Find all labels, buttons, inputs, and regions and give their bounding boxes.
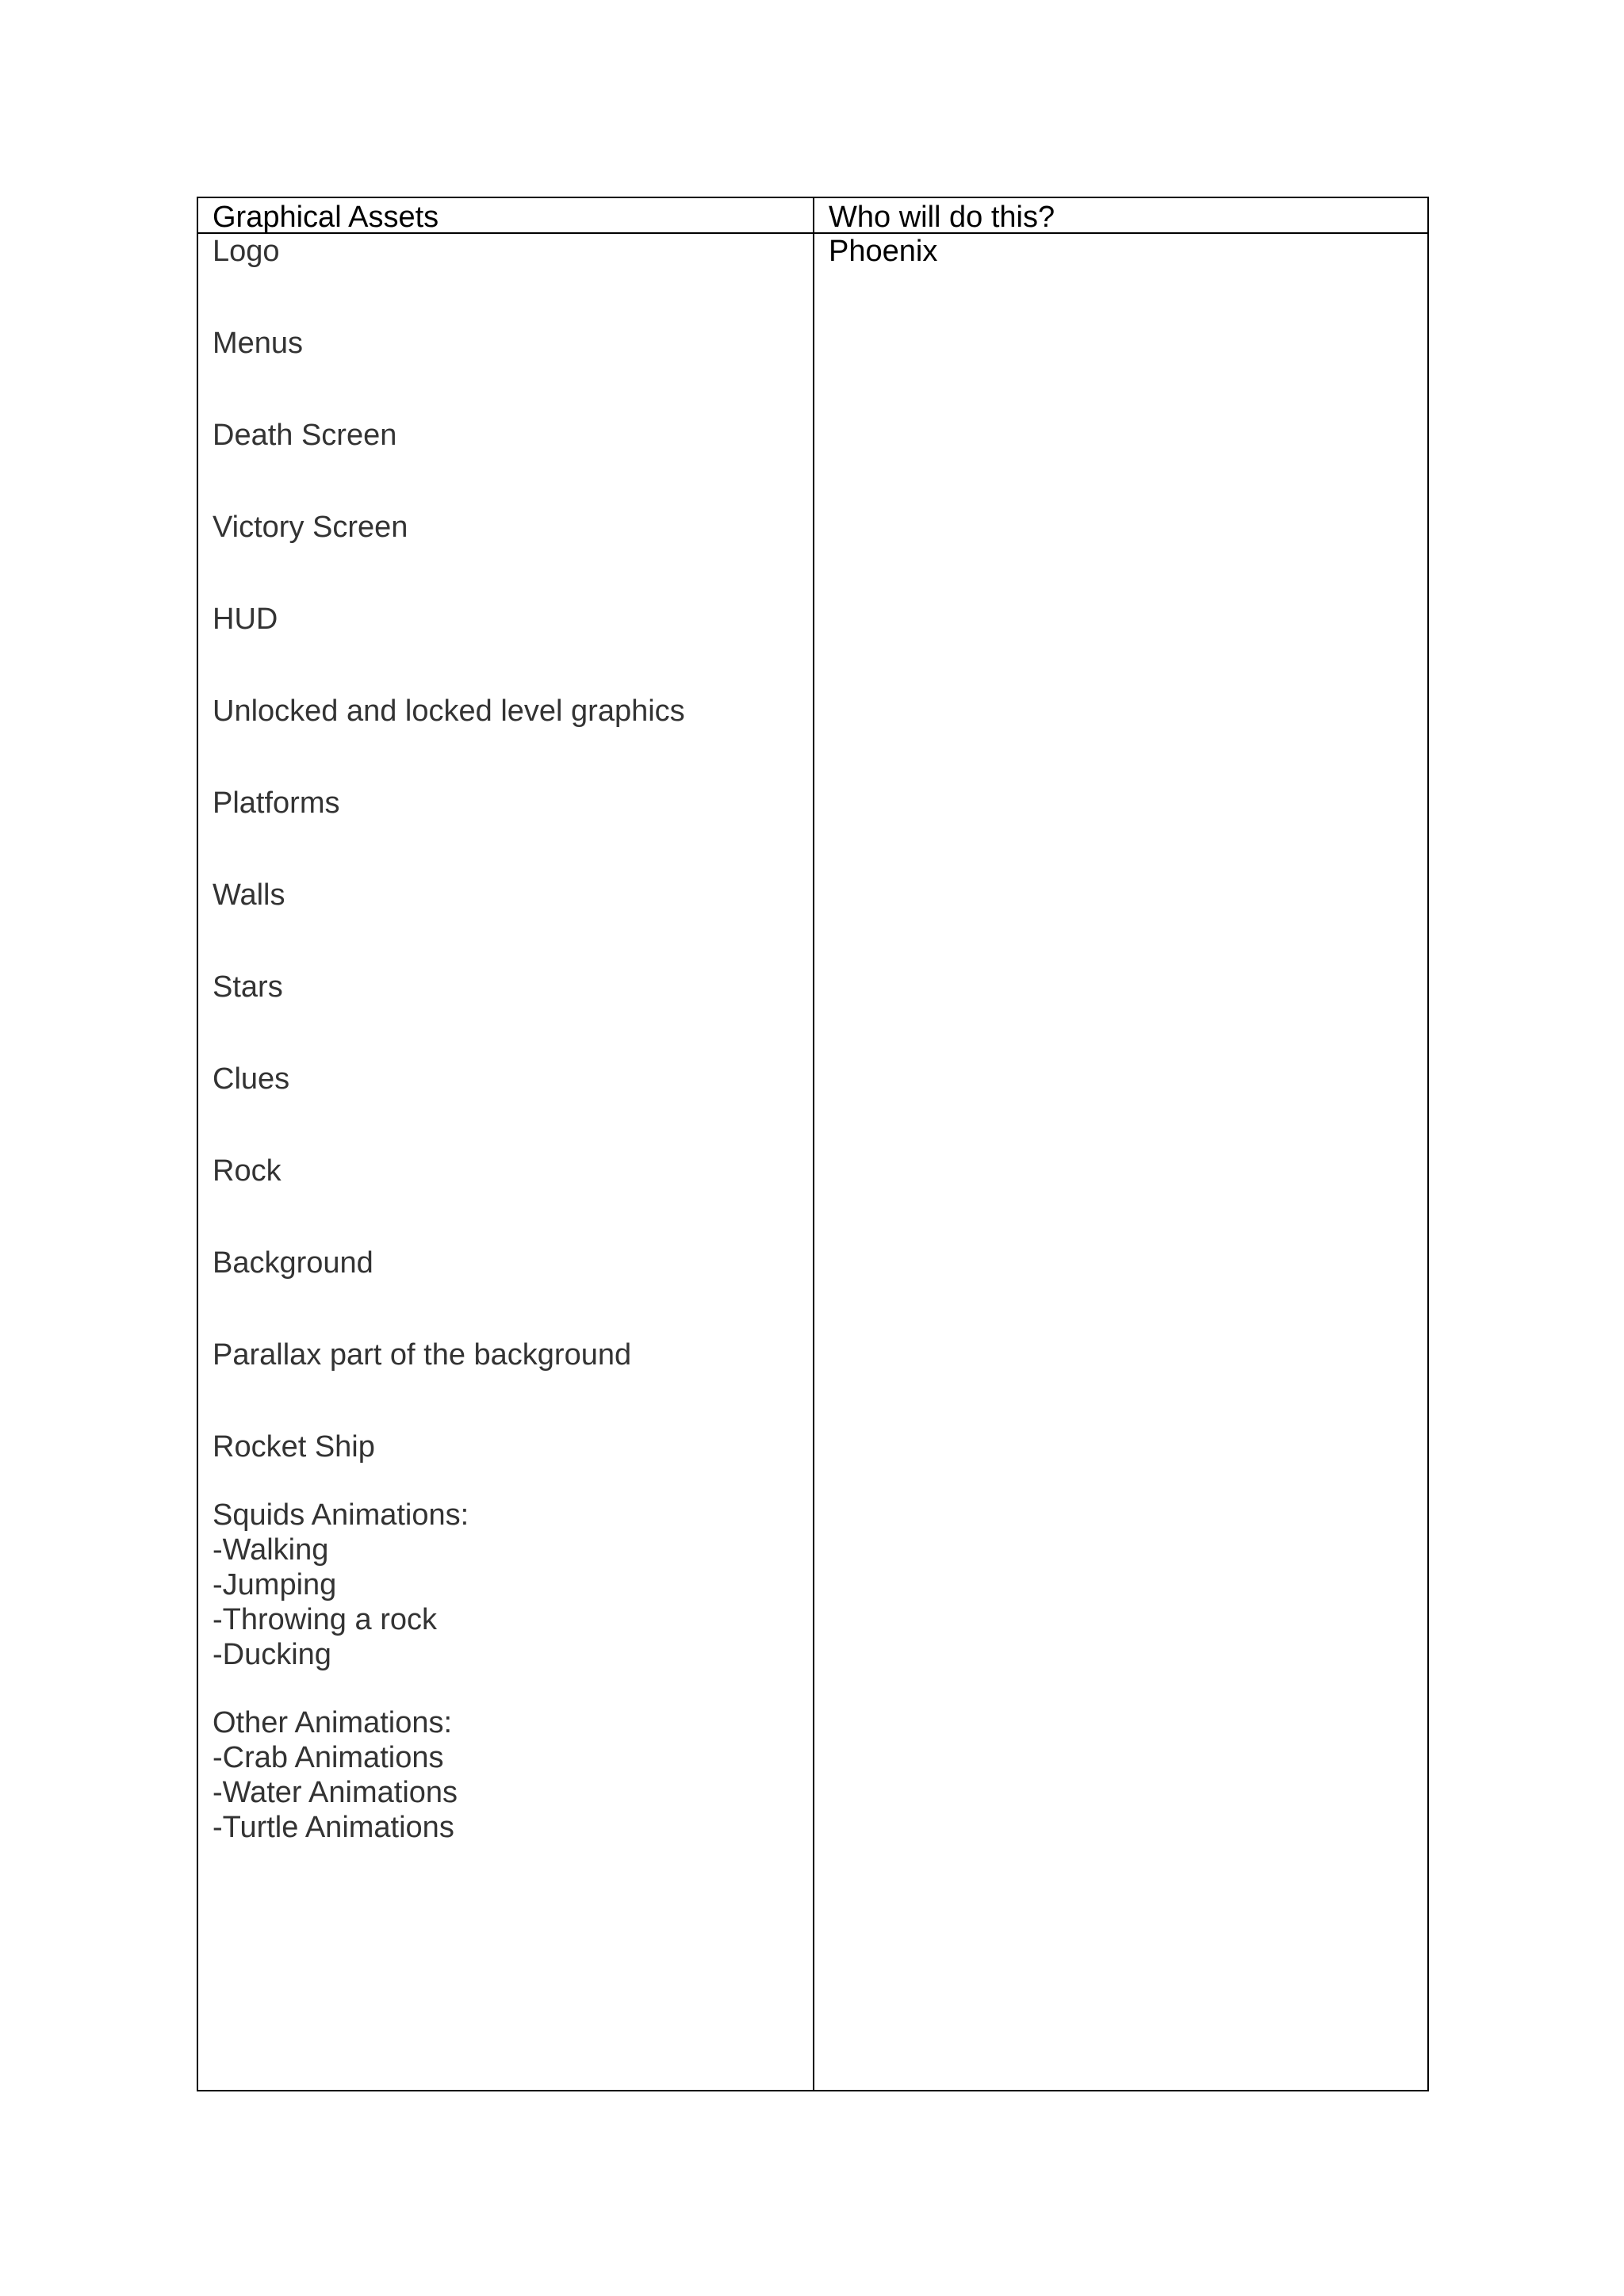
asset-logo: Logo	[213, 235, 280, 268]
asset-walls: Walls	[213, 878, 285, 912]
header-graphical-assets: Graphical Assets	[213, 201, 439, 234]
graphical-assets-table	[197, 197, 1429, 2091]
asset-parallax-background: Parallax part of the background	[213, 1338, 632, 1372]
squid-animation-jumping: -Jumping	[213, 1568, 337, 1601]
squid-animation-walking: -Walking	[213, 1533, 329, 1567]
asset-clues: Clues	[213, 1062, 290, 1096]
header-who-will-do-this: Who will do this?	[829, 201, 1055, 234]
asset-level-graphics: Unlocked and locked level graphics	[213, 695, 685, 728]
asset-rocket-ship: Rocket Ship	[213, 1430, 375, 1464]
asset-platforms: Platforms	[213, 786, 340, 820]
assets-column	[213, 234, 807, 1878]
asset-victory-screen: Victory Screen	[213, 511, 408, 544]
asset-background: Background	[213, 1246, 373, 1280]
squids-animations-group	[213, 1498, 807, 1672]
column-divider	[813, 198, 814, 2090]
asset-menus: Menus	[213, 327, 304, 360]
other-animations-group	[213, 1705, 807, 1845]
other-animations-title: Other Animations:	[213, 1706, 453, 1739]
asset-hud: HUD	[213, 603, 278, 636]
owner-column	[829, 234, 1415, 269]
owner-name: Phoenix	[829, 235, 938, 268]
squid-animation-ducking: -Ducking	[213, 1638, 331, 1671]
squid-animation-throwing: -Throwing a rock	[213, 1603, 437, 1636]
asset-stars: Stars	[213, 970, 283, 1004]
asset-death-screen: Death Screen	[213, 419, 397, 452]
asset-rock: Rock	[213, 1154, 282, 1188]
squids-animations-title: Squids Animations:	[213, 1498, 469, 1532]
other-animation-crab: -Crab Animations	[213, 1741, 444, 1774]
other-animation-water: -Water Animations	[213, 1776, 458, 1809]
other-animation-turtle: -Turtle Animations	[213, 1811, 454, 1844]
